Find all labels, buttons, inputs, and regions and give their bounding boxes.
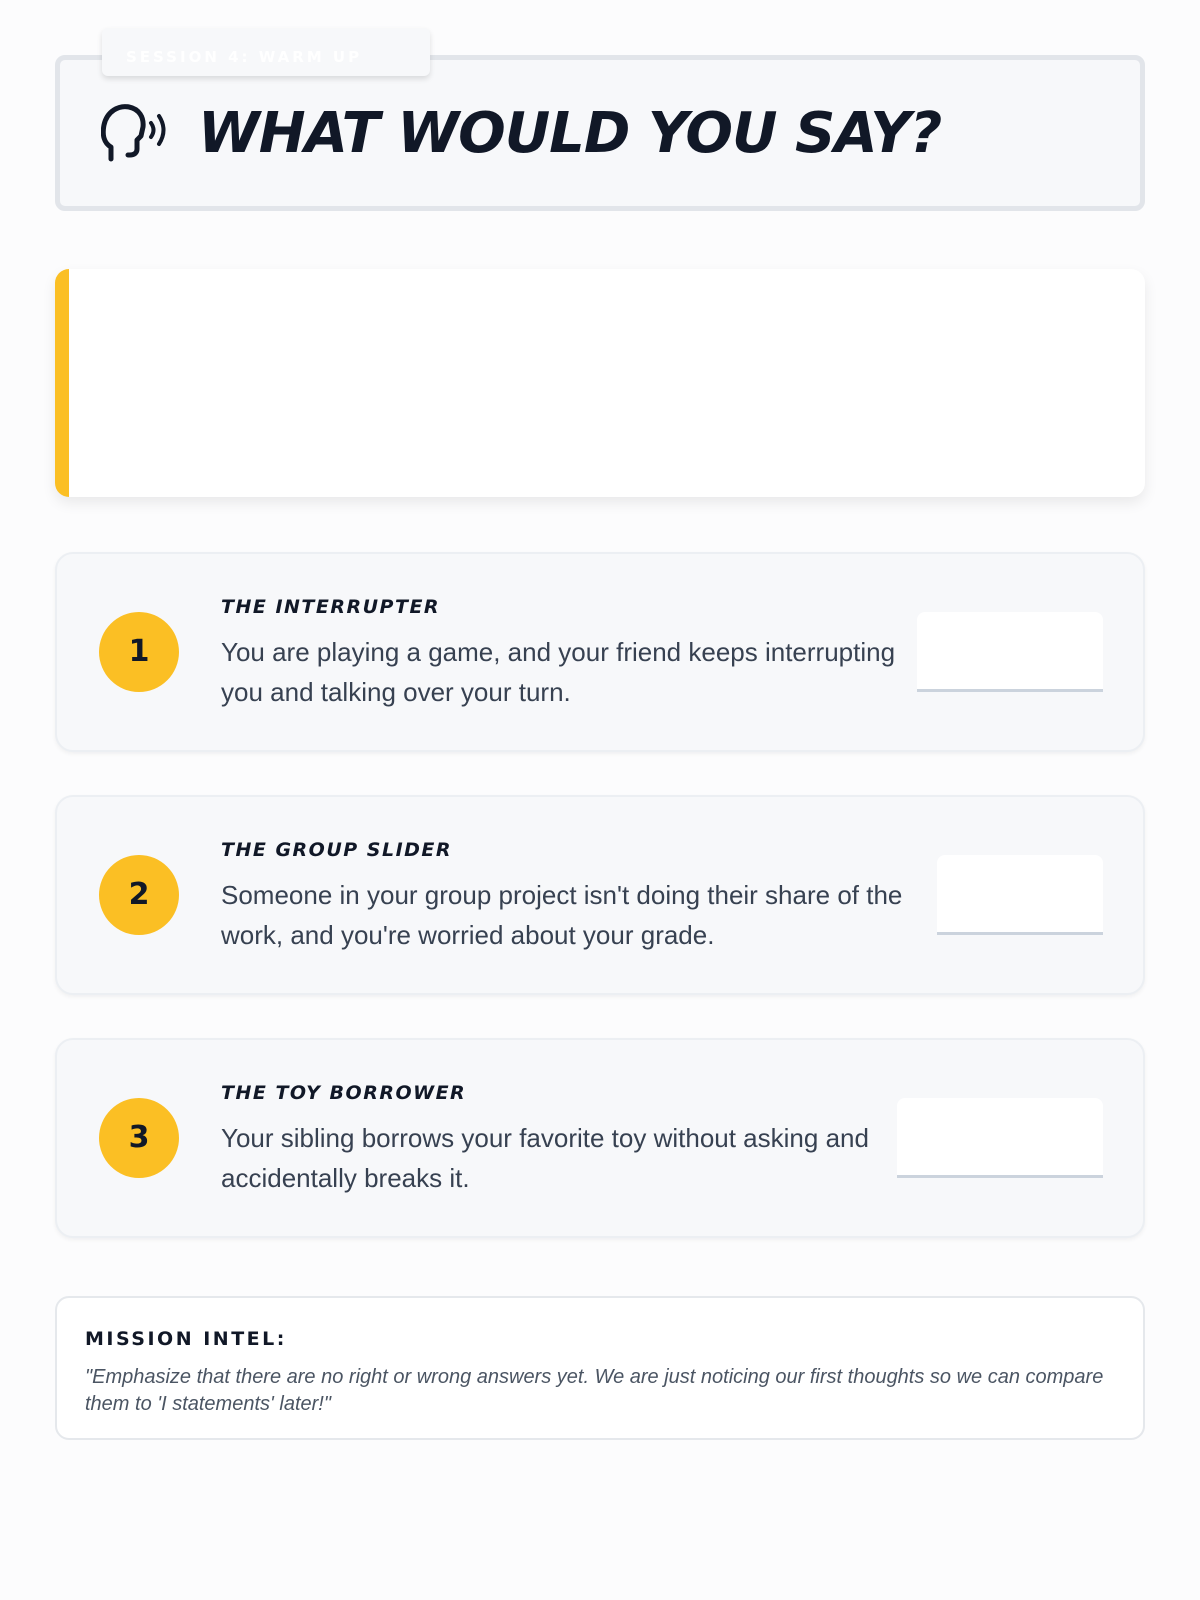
answer-field-3[interactable] (897, 1098, 1103, 1178)
page-title: WHAT WOULD YOU SAY? (198, 101, 942, 166)
scenario-number-badge: 1 (99, 612, 179, 692)
answer-field-1[interactable] (917, 612, 1103, 692)
speaking-head-icon (101, 103, 169, 163)
scenario-title: THE INTERRUPTER (221, 596, 441, 618)
intro-card (55, 269, 1145, 497)
mission-intel-box (55, 1296, 1145, 1440)
scenario-number-badge: 2 (99, 855, 179, 935)
scenario-number-badge: 3 (99, 1098, 179, 1178)
scenario-title: THE TOY BORROWER (221, 1082, 467, 1104)
scenario-card-3 (55, 1038, 1145, 1238)
mission-intel-label: MISSION INTEL: (85, 1328, 287, 1350)
scenario-text: You are playing a game, and your friend keeps interrupting you and talking over your turn. (221, 637, 896, 707)
mission-intel-text: "Emphasize that there are no right or wrong answers yet. We are just noticing our first thoughts so we can compare them to 'I statements' later!" (85, 1366, 1104, 1415)
scenario-title: THE GROUP SLIDER (221, 839, 453, 861)
session-tab (102, 28, 430, 76)
session-tab-label: SESSION 4: WARM UP (126, 48, 363, 66)
answer-field-2[interactable] (937, 855, 1103, 935)
scenario-text: Your sibling borrows your favorite toy without asking and accidentally breaks it. (221, 1123, 869, 1193)
scenario-card-1 (55, 552, 1145, 752)
scenario-text: Someone in your group project isn't doing their share of the work, and you're worried about your grade. (221, 880, 903, 950)
scenario-card-2 (55, 795, 1145, 995)
